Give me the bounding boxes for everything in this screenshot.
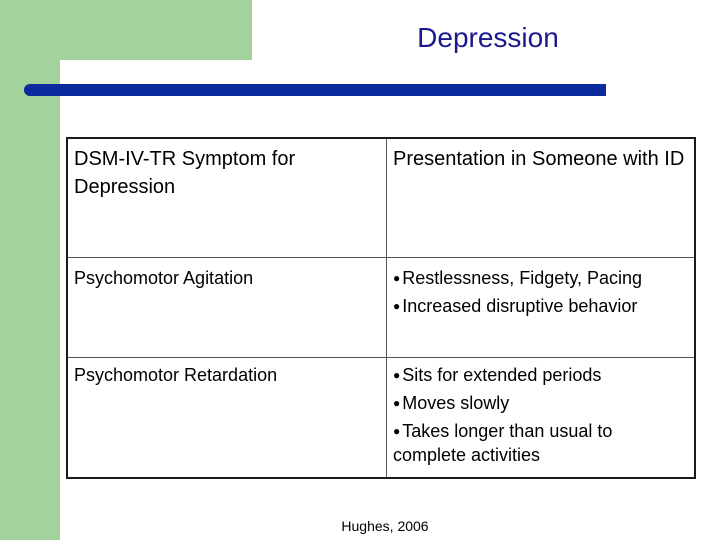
- bullet-dot-icon: ●: [393, 424, 401, 438]
- symptom-table: [66, 137, 696, 479]
- bullet-dot-icon: ●: [393, 299, 401, 313]
- row-presentation: [387, 258, 696, 358]
- decorative-green-band-side: [0, 60, 60, 540]
- bullet-text: Restlessness, Fidgety, Pacing: [402, 268, 643, 288]
- row-presentation: [387, 358, 696, 479]
- bullet-item: [393, 419, 686, 467]
- bullet-dot-icon: ●: [393, 368, 401, 382]
- row-symptom: Psychomotor Retardation: [74, 365, 278, 385]
- title-rule: [24, 84, 606, 96]
- bullet-text: Moves slowly: [402, 393, 510, 413]
- bullet-item: [393, 294, 686, 318]
- table-row: [67, 258, 695, 358]
- decorative-green-band-top: [0, 0, 252, 60]
- bullet-text: Sits for extended periods: [402, 365, 602, 385]
- table-row: [67, 358, 695, 479]
- header-presentation: Presentation in Someone with ID: [387, 138, 696, 258]
- bullet-dot-icon: ●: [393, 271, 401, 285]
- bullet-item: [393, 266, 686, 290]
- bullet-text: Increased disruptive behavior: [402, 296, 638, 316]
- bullet-dot-icon: ●: [393, 396, 401, 410]
- table-header-row: [67, 138, 695, 258]
- header-symptom: DSM-IV-TR Symptom for Depression: [67, 138, 387, 258]
- bullet-item: [393, 363, 686, 387]
- row-symptom: Psychomotor Agitation: [67, 258, 387, 358]
- slide-title: Depression: [417, 22, 559, 53]
- bullet-text: Takes longer than usual to complete activities: [393, 421, 613, 465]
- citation: Hughes, 2006: [341, 518, 429, 534]
- bullet-item: [393, 391, 686, 415]
